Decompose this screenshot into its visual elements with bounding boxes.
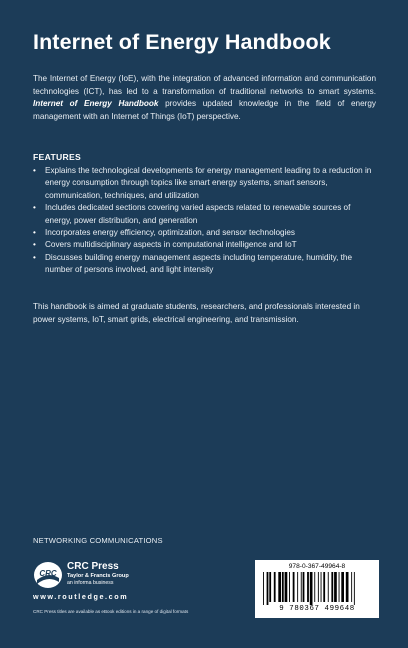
publisher-business: an informa business	[67, 580, 114, 586]
barcode-bar	[323, 572, 325, 602]
barcode-bar	[351, 572, 352, 602]
publisher-website: www.routledge.com	[33, 592, 129, 601]
barcode-digits: 9 780367 499648	[279, 605, 355, 613]
audience-paragraph: This handbook is aimed at graduate students, researchers, and professionals interested in power systems, IoT, smart grids, electrical engineering, and transmission.	[33, 302, 360, 324]
ebook-footnote: CRC Press titles are available as eBook editions in a range of digital formats	[33, 609, 189, 614]
publisher-name: CRC Press	[67, 561, 119, 572]
feature-item: • Covers multidisciplinary aspects in computational intelligence and IoT	[33, 239, 378, 251]
barcode-bar	[303, 572, 305, 602]
feature-item: • Discusses building energy management aspects including temperature, humidity, the number of persons involved, and light intensity	[33, 252, 378, 277]
features-list	[33, 165, 378, 277]
feature-item: • Includes dedicated sections covering varied aspects related to renewable sources of energy, power distribution, and generation	[33, 202, 378, 227]
barcode-bar	[267, 572, 269, 605]
barcode-bar	[318, 572, 319, 602]
barcode-bar	[274, 572, 276, 602]
isbn-number: 978-0-367-49964-8	[288, 563, 346, 570]
barcode-bar	[282, 572, 284, 602]
barcode-bar	[297, 572, 298, 602]
barcode-bar	[331, 572, 333, 602]
barcode-bar	[334, 572, 337, 602]
intro-book-title: Internet of Energy Handbook	[33, 99, 159, 109]
subject-category: NETWORKING COMMUNICATIONS	[33, 536, 163, 545]
barcode-bar	[346, 572, 349, 602]
barcode-bar	[314, 572, 315, 602]
features-heading: FEATURES	[33, 152, 82, 162]
barcode-bar	[285, 572, 288, 602]
isbn-barcode	[255, 560, 379, 618]
barcode-bar	[278, 572, 281, 602]
barcode-bars	[261, 572, 373, 605]
barcode-bar	[354, 572, 355, 605]
crc-logo-icon	[33, 561, 63, 589]
barcode-bar	[263, 572, 264, 605]
barcode-bar	[289, 572, 290, 602]
publisher-logo	[33, 561, 213, 591]
logo-lettering: CRC	[39, 569, 57, 578]
barcode-bar	[269, 572, 271, 602]
barcode-bar	[321, 572, 322, 602]
barcode-bar	[341, 572, 344, 602]
barcode-bar	[301, 572, 302, 602]
intro-paragraph	[33, 73, 376, 123]
barcode-bar	[328, 572, 329, 602]
barcode-bar	[293, 572, 295, 602]
feature-item: • Explains the technological developments for energy management leading to a reduction in energy consumption through topics like smart energy systems, smart sensors, communication, techniques, and utilization	[33, 165, 378, 202]
intro-text-2: provides updated knowledge in the field of energy management with an Internet of Things (IoT) perspective.	[33, 99, 376, 121]
publisher-group: Taylor & Francis Group	[67, 573, 129, 579]
barcode-bar	[339, 572, 340, 602]
barcode-bar	[310, 572, 313, 605]
feature-item: • Incorporates energy efficiency, optimization, and sensor technologies	[33, 227, 378, 239]
book-title: Internet of Energy Handbook	[33, 30, 331, 54]
intro-text-1: The Internet of Energy (IoE), with the integration of advanced information and communication technologies (ICT), has led to a transformation of traditional networks to smart systems.	[33, 74, 376, 96]
barcode-bar	[307, 572, 309, 602]
